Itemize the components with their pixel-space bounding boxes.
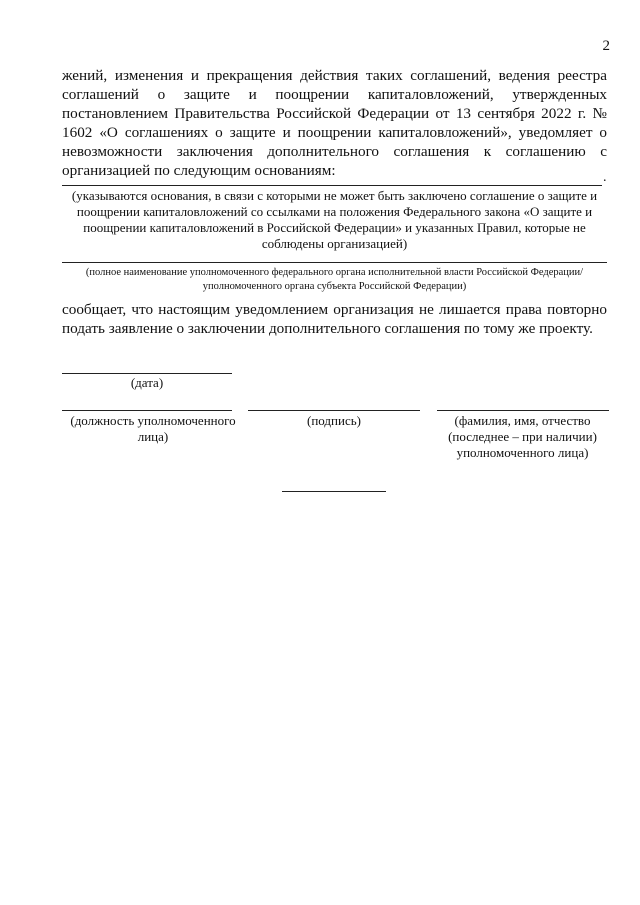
- signature-caption: (подпись): [307, 413, 361, 428]
- date-caption: (дата): [130, 375, 164, 390]
- grounds-line-period: .: [603, 170, 607, 185]
- notice-paragraph-intro: жений, изменения и прекращения действия таких соглашений, ведения реестра соглашений о защите и поощрении капиталовложений, утвержденных постановлением Правительства Российской Федерации от 13 сентября 2022 г. № 1602 «О соглашениях о защите и поощрении капиталовложений», уведомляет о невозможности заключения дополнительного соглашения к соглашению с организацией по следующим основаниям:: [62, 67, 607, 179]
- position-fill-line: [62, 410, 232, 411]
- notice-paragraph-rights: сообщает, что настоящим уведомлением организация не лишается права повторно подать заявление о заключении дополнительного соглашения по тому же проекту.: [62, 301, 607, 337]
- name-caption: (фамилия, имя, отчество (последнее – при наличии) уполномоченного лица): [448, 413, 597, 460]
- document-end-line: [282, 491, 386, 492]
- page-number: 2: [602, 38, 610, 54]
- position-caption: (должность уполномоченного лица): [70, 413, 236, 444]
- authority-caption: (полное наименование уполномоченного федерального органа исполнительной власти Российской Федерации/уполномоченного органа субъекта Российской Федерации): [85, 267, 584, 292]
- name-fill-line: [437, 410, 609, 411]
- signature-fill-line: [248, 410, 420, 411]
- date-fill-line: [62, 373, 232, 374]
- authority-fill-line: [62, 262, 607, 263]
- grounds-fill-line: [62, 185, 602, 186]
- grounds-caption: (указываются основания, в связи с которыми не может быть заключено соглашение о защите и поощрении капиталовложений со ссылками на положения Федерального закона «О защите и поощрении капиталовложений в Российской Федерации» и указанных Правил, которые не соблюдены организацией): [71, 188, 598, 251]
